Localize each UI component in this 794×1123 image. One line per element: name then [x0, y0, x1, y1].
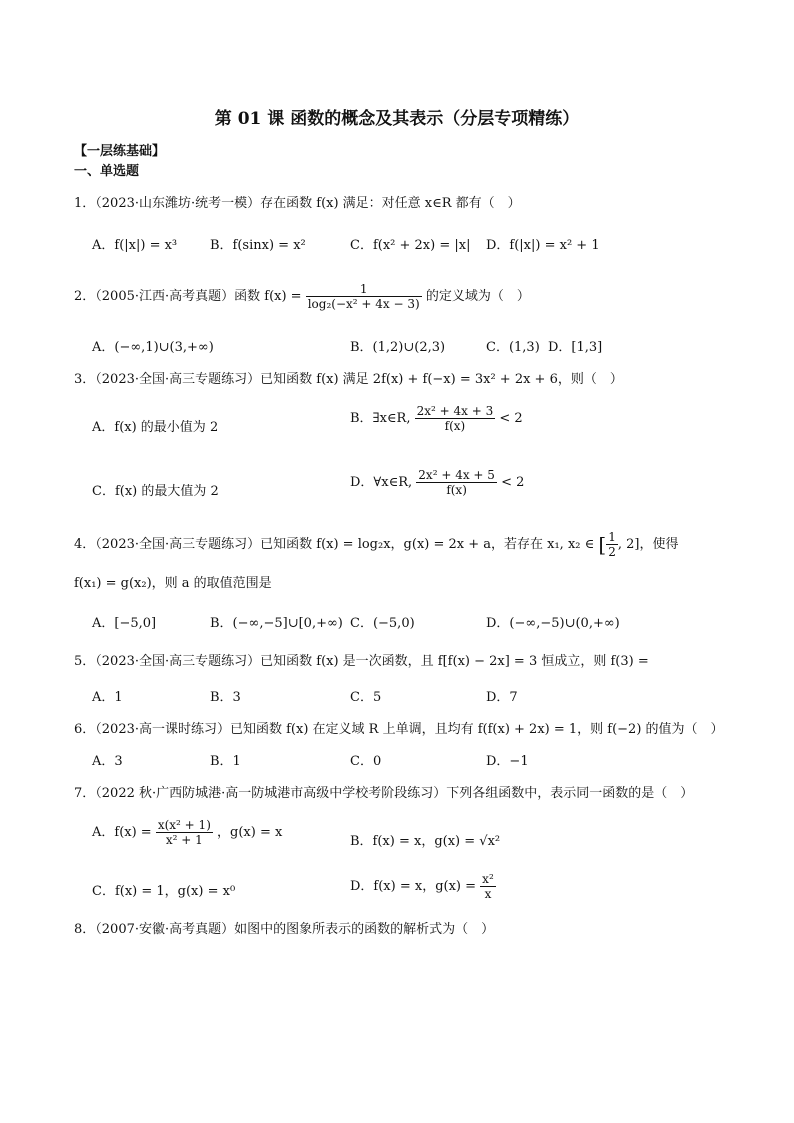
question-2-option-d: D．[1,3] [548, 340, 603, 355]
question-4-option-d: D．(−∞,−5)∪(0,+∞) [486, 616, 620, 631]
question-2-fraction-denominator: log₂(−x² + 4x − 3) [307, 297, 420, 311]
question-4-interval-numerator: 1 [608, 530, 616, 544]
question-4-option-c: C．(−5,0) [350, 616, 415, 631]
question-3-option-d-fraction [416, 468, 497, 497]
question-7-stem: 7．（2022 秋·广西防城港·高一防城港市高级中学校考阶段练习）下列各组函数中，表示同一函数的是（ ） [74, 786, 694, 801]
question-7-option-a-pre: A．f(x) = [92, 825, 152, 840]
question-5-stem: 5．（2023·全国·高三专题练习）已知函数 f(x) 是一次函数，且 f[f(x) − 2x] = 3 恒成立，则 f(3) = [74, 654, 649, 669]
question-7-option-b: B．f(x) = x，g(x) = √x² [350, 834, 501, 849]
question-6-option-a: A．3 [92, 754, 123, 769]
section-type-heading: 一、单选题 [74, 164, 140, 179]
question-4-stem [74, 530, 678, 559]
question-3-option-a: A．f(x) 的最小值为 2 [92, 420, 219, 435]
question-4-stem-line-2: f(x₁) = g(x₂)，则 a 的取值范围是 [74, 576, 272, 591]
question-7-option-a-denominator: x² + 1 [165, 833, 203, 847]
question-4-interval-denominator: 2 [608, 545, 616, 559]
question-3-option-d [350, 468, 524, 497]
question-5-option-d: D．7 [486, 690, 518, 705]
question-5-option-a: A．1 [92, 690, 123, 705]
question-1-option-b: B．f(sinx) = x² [210, 238, 306, 253]
question-3-option-b [350, 404, 523, 433]
question-8-stem: 8．（2007·安徽·高考真题）如图中的图象所表示的函数的解析式为（ ） [74, 922, 495, 937]
question-7-option-a-post: ，g(x) = x [217, 825, 283, 840]
question-7-option-a-numerator: x(x² + 1) [157, 818, 211, 832]
question-7-option-d-numerator: x² [482, 872, 494, 886]
question-3-option-b-fraction [415, 404, 496, 433]
question-3-option-b-numerator: 2x² + 4x + 3 [416, 404, 494, 418]
question-1-option-d: D．f(|x|) = x² + 1 [486, 238, 600, 253]
question-2-stem-post: 的定义域为（ ） [425, 289, 530, 304]
question-2-fx: f(x) = [264, 289, 302, 304]
question-3-option-b-post: < 2 [499, 411, 523, 426]
section-level-heading: 【一层练基础】 [74, 144, 166, 159]
question-6-option-b: B．1 [210, 754, 241, 769]
question-4-option-b: B．(−∞,−5]∪[0,+∞) [210, 616, 343, 631]
question-5-option-c: C．5 [350, 690, 382, 705]
question-7-option-d-denominator: x [484, 887, 492, 901]
question-4-interval-post: , 2]，使得 [617, 537, 679, 552]
question-6-option-c: C．0 [350, 754, 382, 769]
question-2-fraction [306, 282, 422, 311]
question-2-fraction-numerator: 1 [306, 282, 422, 297]
question-3-option-b-denominator: f(x) [444, 419, 466, 433]
question-3-stem: 3．（2023·全国·高三专题练习）已知函数 f(x) 满足 2f(x) + f(−x) = 3x² + 2x + 6，则（ ） [74, 372, 623, 387]
question-2-stem [74, 282, 530, 311]
question-2-option-c: C．(1,3) [486, 340, 540, 355]
question-6-option-d: D．−1 [486, 754, 529, 769]
question-5-option-b: B．3 [210, 690, 241, 705]
question-7-option-a-fraction [156, 818, 213, 847]
question-3-option-d-post: < 2 [501, 475, 525, 490]
question-2-option-a: A．(−∞,1)∪(3,+∞) [92, 340, 214, 355]
question-2-stem-pre: 2．（2005·江西·高考真题）函数 [74, 289, 261, 304]
question-1-stem: 1．（2023·山东潍坊·统考一模）存在函数 f(x) 满足：对任意 x∈R 都有（ ） [74, 196, 521, 211]
question-3-option-b-pre: B．∃x∈R, [350, 411, 411, 426]
question-7-option-d [350, 872, 496, 901]
question-4-stem-text: 4．（2023·全国·高三专题练习）已知函数 f(x) = log₂x，g(x) = 2x + a，若存在 x₁, x₂ ∈ [74, 537, 595, 552]
question-1-option-a: A．f(|x|) = x³ [92, 238, 178, 253]
question-3-option-d-pre: D．∀x∈R, [350, 475, 413, 490]
question-7-option-c: C．f(x) = 1，g(x) = x⁰ [92, 884, 236, 899]
question-1-option-c: C．f(x² + 2x) = |x| [350, 238, 471, 253]
question-3-option-d-denominator: f(x) [446, 483, 467, 497]
question-3-option-d-numerator: 2x² + 4x + 5 [418, 468, 495, 482]
question-2-option-b: B．(1,2)∪(2,3) [350, 340, 446, 355]
page-title: 第 01 课 函数的概念及其表示（分层专项精练） [214, 109, 580, 129]
question-4-interval-fraction [606, 530, 618, 559]
question-7-option-d-pre: D．f(x) = x，g(x) = [350, 879, 477, 894]
question-6-stem: 6．（2023·高一课时练习）已知函数 f(x) 在定义域 R 上单调，且均有 f(f(x) + 2x) = 1，则 f(−2) 的值为（ ） [74, 722, 724, 737]
question-7-option-d-fraction [480, 872, 496, 901]
question-7-option-a [92, 818, 282, 847]
question-4-option-a: A．[−5,0] [92, 616, 157, 631]
question-3-option-c: C．f(x) 的最大值为 2 [92, 484, 219, 499]
question-4-bracket-open: [ [598, 532, 607, 557]
